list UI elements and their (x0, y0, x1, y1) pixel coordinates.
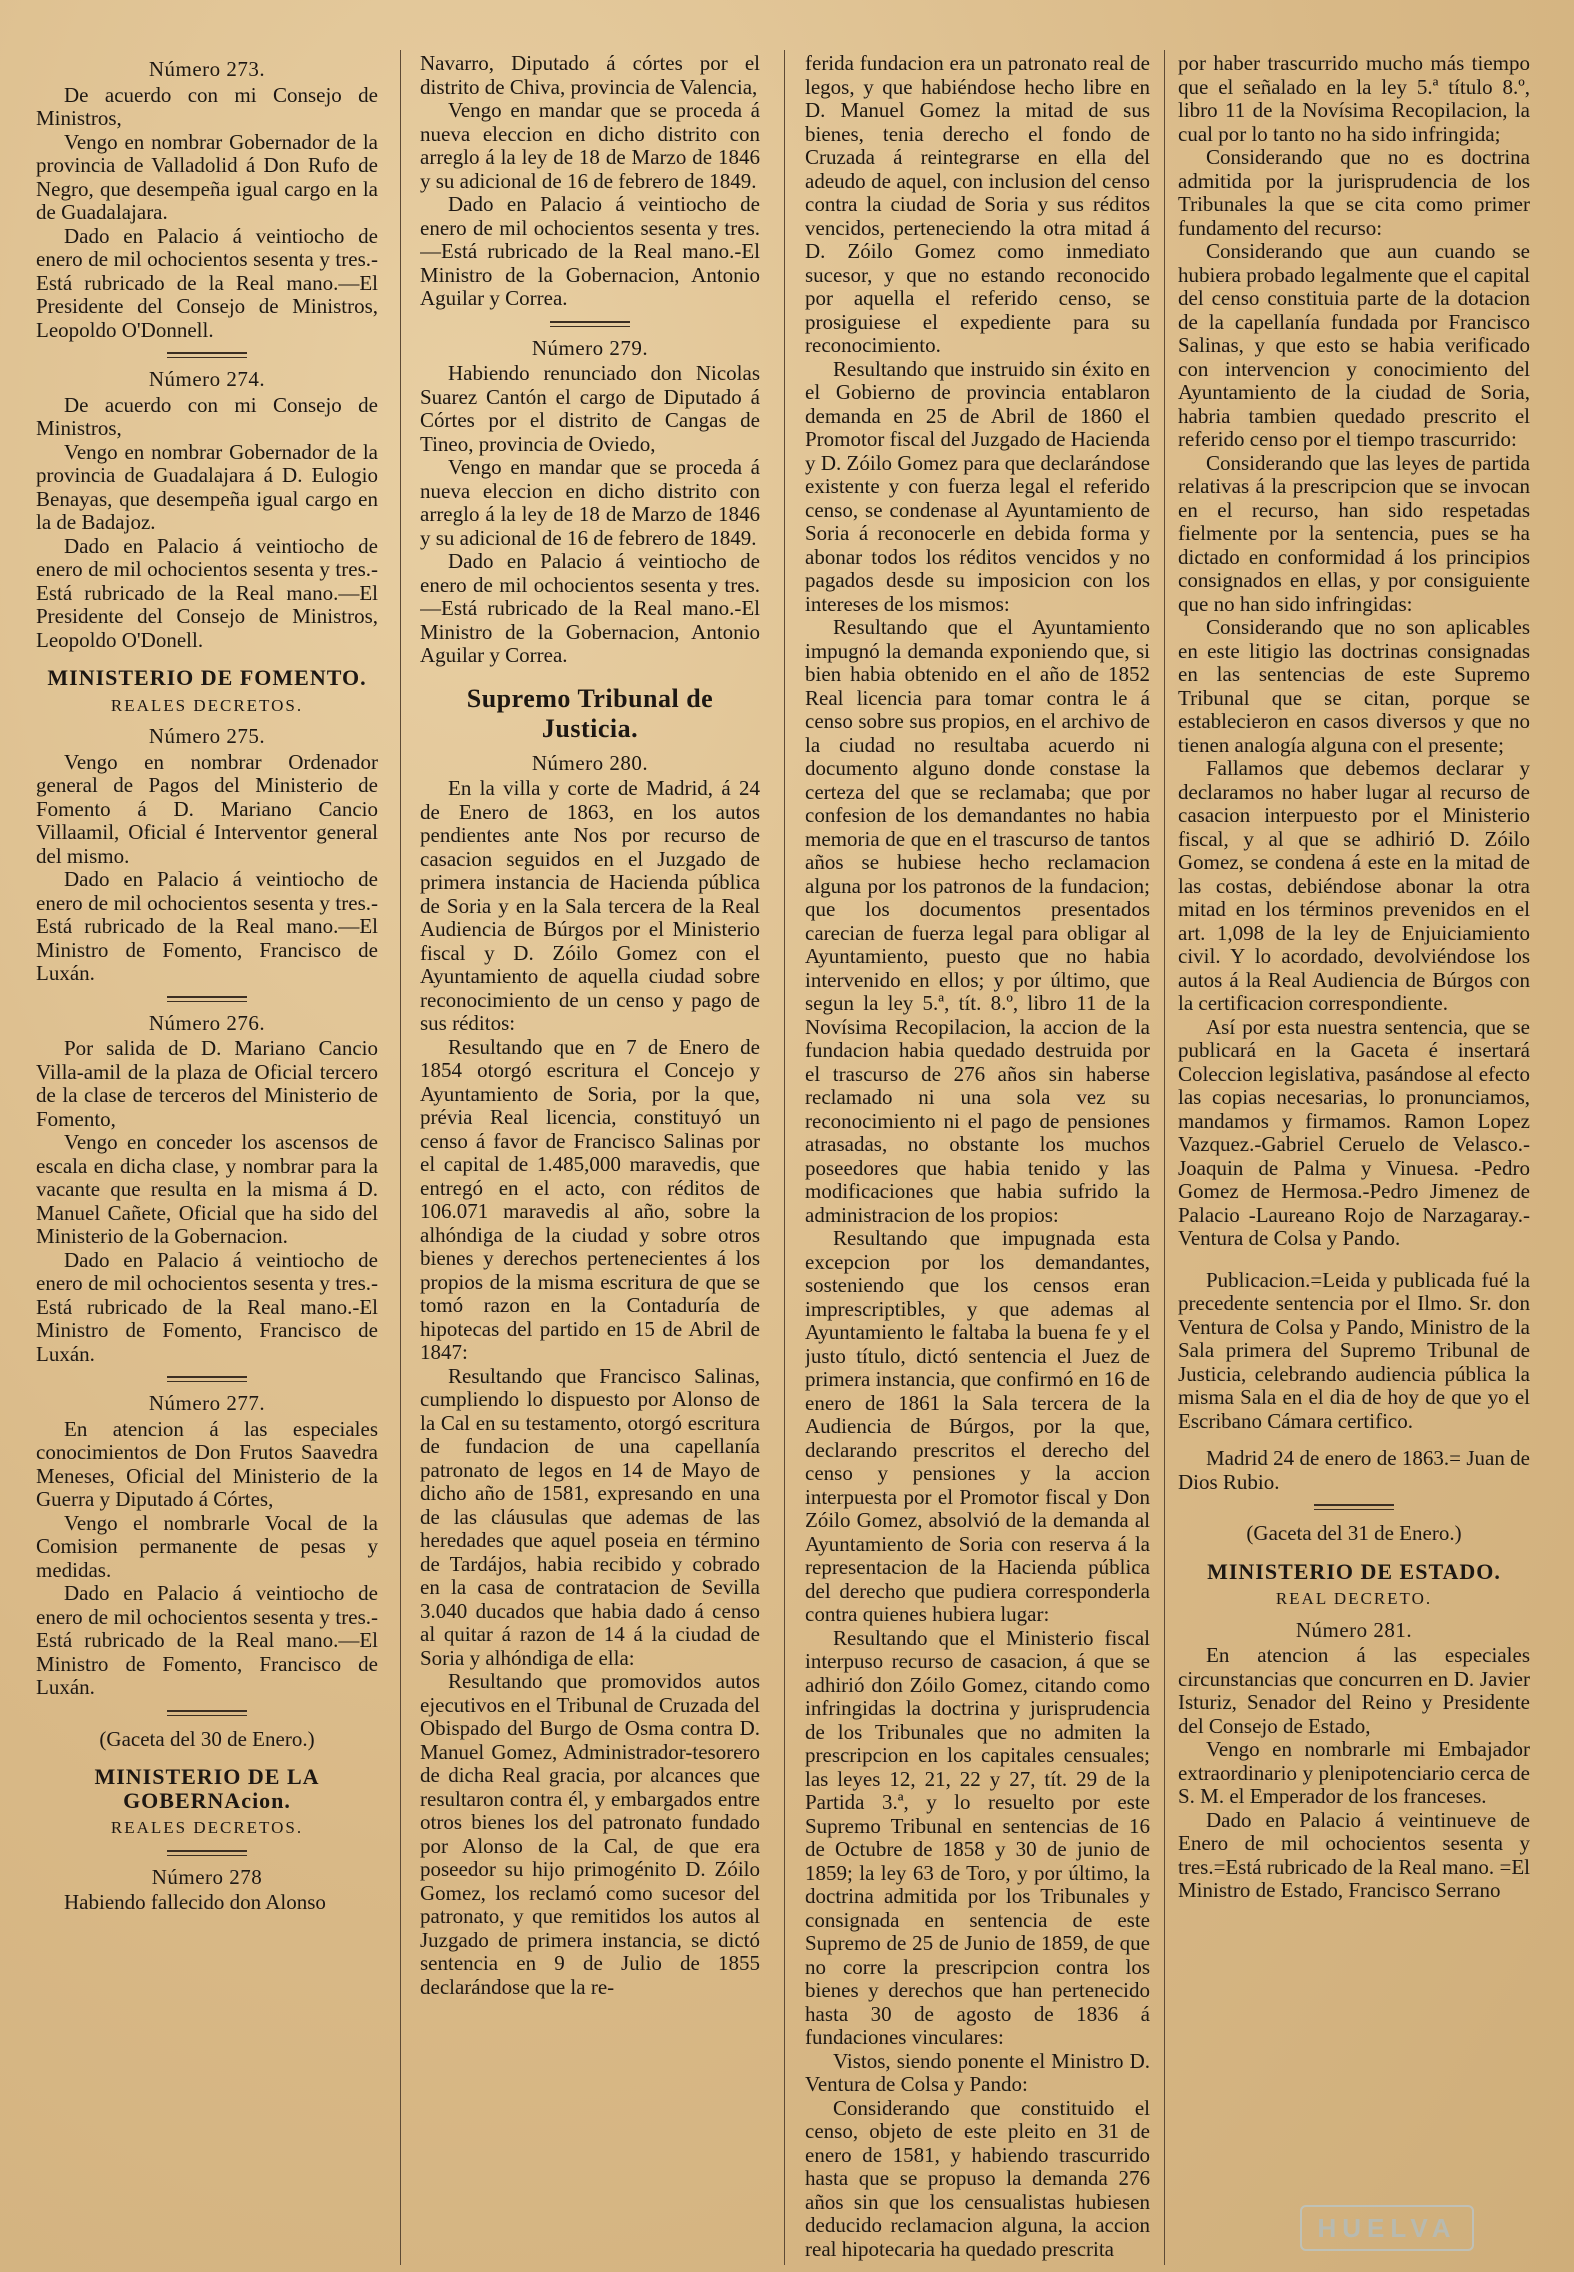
decree-number: Número 280. (531, 750, 649, 775)
paragraph: Dado en Palacio á veintiocho de enero de mil ochocientos sesenta y tres.-Está rubricado de la Real mano.—El Ministro de Fomento, Francisco de Luxán. (36, 867, 378, 985)
paragraph: Dado en Palacio á veintiocho de enero de mil ochocientos sesenta y tres.—Está rubricado de la Real mano.-El Ministro de la Gobernacion, Antonio Aguilar y Correa. (420, 549, 760, 667)
paragraph: Resultando que el Ministerio fiscal interpuso recurso de casacion, á que se adhirió don Zóilo Gomez, citando como infringidas la doctrina y jurisprudencia de los Tribunales que no admiten la prescripcion en los capitales censuales; las leyes 12, 21, 22 y 27, tít. 29 de la Partida 3.ª, y lo resuelto por este Supremo Tribunal en sentencias de 16 de Octubre de 1858 y 30 de junio de 1859; la ley 63 de Toro, y por último, la doctrina admitida por los Tribunales y consignada en sentencia de este Supremo de 25 de Junio de 1859, de que no corre la prescripcion contra los bienes y derechos que han pertenecido hasta 30 de agosto de 1836 á fundaciones vinculares: (805, 1625, 1150, 2049)
paragraph: por haber trascurrido mucho más tiempo que el señalado en la ley 5.ª título 8.º, libro 11 de la Novísima Recopilacion, la cual por lo tanto no ha sido infringida; (1178, 52, 1530, 146)
paragraph: Publicacion.=Leida y publicada fué la precedente sentencia por el Ilmo. Sr. don Ventura de Colsa y Pando, Ministro de la Sala primera del Supremo Tribunal de Justicia, celebrando audiencia pública la misma Sala en el dia de hoy de que yo el Escribano Cámara certifico. (1178, 1267, 1530, 1433)
separator (167, 1850, 247, 1856)
decree-number: Número 277. (148, 1391, 266, 1415)
column-3 (805, 52, 1150, 2262)
decree-number: Número 278 (151, 1864, 263, 1889)
column-rule (400, 50, 401, 2265)
section-heading: MINISTERIO DE LA GOBERNAcion. (94, 1764, 320, 1813)
decree-number: Número 275. (148, 724, 266, 748)
decree-number: Número 281. (1295, 1617, 1413, 1642)
paragraph: Resultando que impugnada esta excepcion por los demandantes, sosteniendo que los censos eran imprescriptibles, y que ademas al Ayuntamiento le faltaba la buena fe y el justo título, dictó sentencia el Juez de primera instancia, que confirmó en 16 de enero de 1861 la Sala tercera de la Audiencia de Búrgos, por la que, declarando prescritos el derecho del censo y pensiones y la accion interpuesta por el Promotor fiscal y Don Zóilo Gomez, absolvió de la demanda al Ayuntamiento de Soria con reserva á la representacion de la Hacienda pública del derecho que pudiera corresponderla contra quienes hubiera lugar: (805, 1226, 1150, 1626)
paragraph: Considerando que no son aplicables en este litigio las doctrinas consignadas en las sentencias de este Supremo Tribunal que se citan, porque se establecieron en casos diversos y que no tienen analogía alguna con el presente; (1178, 615, 1530, 757)
library-stamp: HUELVA (1300, 2205, 1474, 2251)
decree-number: Número 279. (531, 335, 649, 360)
paragraph: Vengo en nombrar Gobernador de la provincia de Valladolid á Don Rufo de Negro, que desempeña igual cargo en la de Guadalajara. (36, 129, 378, 224)
paragraph: Habiendo fallecido don Alonso (64, 1890, 326, 1914)
separator (167, 352, 247, 358)
paragraph: Considerando que constituido el censo, objeto de este pleito en 31 de enero de 1581, y habiendo trascurrido hasta que se propuso la demanda 276 años sin que los censualistas hubiesen deducido reclamacion alguna, la accion real hipotecaria ha quedado prescrita (805, 2095, 1150, 2261)
subheading: REALES DECRETOS. (110, 1818, 304, 1837)
separator (1314, 1504, 1394, 1510)
paragraph: Vistos, siendo ponente el Ministro D. Ventura de Colsa y Pando: (805, 2048, 1150, 2096)
section-heading: MINISTERIO DE FOMENTO. (47, 665, 367, 690)
paragraph: Dado en Palacio á veintiocho de enero de mil ochocientos sesenta y tres.-Está rubricado de la Real mano.-El Ministro de Fomento, Francisco de Luxán. (36, 1247, 378, 1366)
paragraph: Dado en Palacio á veintiocho de enero de mil ochocientos sesenta y tres.-Está rubricado de la Real mano.—El Ministro de Fomento, Francisco de Luxán. (36, 1581, 378, 1699)
paragraph: Dado en Palacio á veintinueve de Enero de mil ochocientos sesenta y tres.=Está rubricado de la Real mano. =El Ministro de Estado, Francisco Serrano (1178, 1807, 1530, 1902)
paragraph: Fallamos que debemos declarar y declaramos no haber lugar al recurso de casacion interpuesto por el Ministerio fiscal, y al que se adhirió D. Zóilo Gomez, se condena á este en la mitad de las costas, debiéndose abonar la otra mitad en los términos prevenidos en el art. 1,098 de la ley de Enjuiciamiento civil. Y lo acordado, devolviéndose los autos á la Real Audiencia de Búrgos con la certificacion correspondiente. (1178, 756, 1530, 1015)
subheading: REAL DECRETO. (1275, 1589, 1433, 1608)
subheading: REALES DECRETOS. (110, 695, 304, 715)
separator (167, 996, 247, 1002)
paragraph: En atencion á las especiales conocimientos de Don Frutos Saavedra Meneses, Oficial del Ministerio de la Guerra y Diputado á Córtes, (36, 1416, 378, 1511)
paragraph: Vengo en mandar que se proceda á nueva eleccion en dicho distrito con arreglo á la ley de 18 de Marzo de 1846 y su adicional de 16 de febrero de 1849. (420, 98, 760, 193)
paragraph: Dado en Palacio á veintiocho de enero de mil ochocientos sesenta y tres.-Está rubricado de la Real mano.—El Presidente del Consejo de Ministros, Leopoldo O'Donell. (36, 533, 378, 652)
paragraph: Resultando que Francisco Salinas, cumpliendo lo dispuesto por Alonso de la Cal en su testamento, otorgó escritura de fundacion de una capellanía patronato de legos en 14 de Mayo de dicho año de 1581, expresando en una de las cláusulas que ademas de las heredades que aquel poseia en término de Tardájos, habia recibido y cobrado en la casa de contratacion de Sevilla 3.040 ducados que habia dado á censo al quitar á razon de 14 á la ciudad de Soria y alhóndiga de ella: (420, 1363, 760, 1670)
paragraph: Habiendo renunciado don Nicolas Suarez Cantón el cargo de Diputado á Córtes por el distrito de Cangas de Tineo, provincia de Oviedo, (420, 361, 760, 456)
paragraph: ferida fundacion era un patronato real de legos, y que habiéndose hecho libre en D. Manuel Gomez la mitad de sus bienes, tenia derecho el fondo de Cruzada á reintegrarse en ella del adeudo de aquel, con inclusion del censo contra la ciudad de Soria y sus réditos vencidos, perteneciendo la otra mitad á D. Zóilo Gomez como inmediato sucesor, y que no estando reconocido por aquella el referido censo, se prosiguiese el expediente para su reconocimiento. (805, 52, 1150, 357)
paragraph: Vengo el nombrarle Vocal de la Comision permanente de pesas y medidas. (36, 1510, 378, 1582)
column-4 (1178, 52, 1530, 2262)
gaceta-source: (Gaceta del 30 de Enero.) (99, 1726, 315, 1751)
paragraph: Considerando que aun cuando se hubiera probado legalmente que el capital del censo constituia parte de la dotacion de la capellanía fundada por Francisco Salinas, y que esto se habia verificado con intervencion y conocimiento del Ayuntamiento de la ciudad de Soria, habria tambien quedado prescrito el referido censo por el tiempo trascurrido: (1178, 239, 1530, 451)
separator (550, 321, 630, 327)
gaceta-source: (Gaceta del 31 de Enero.) (1246, 1521, 1462, 1545)
paragraph: Considerando que las leyes de partida relativas á la prescripcion que se invocan en el recurso, han sido respetadas fielmente por la sentencia, pues se ha dictado en conformidad á los principios consignados en ellas, y por consiguiente que no han sido infringidas: (1178, 450, 1530, 616)
paragraph: Así por esta nuestra sentencia, que se publicará en la Gaceta é insertará Coleccion legislativa, pasándose al efecto las copias necesarias, lo pronunciamos, mandamos y firmamos. Ramon Lopez Vazquez.-Gabriel Ceruelo de Velasco.-Joaquin de Palma y Vinuesa. -Pedro Gomez de Hermosa.-Pedro Jimenez de Palacio -Laureano Rojo de Narzagaray.-Ventura de Colsa y Pando. (1178, 1014, 1530, 1250)
paragraph: Considerando que no es doctrina admitida por la jurisprudencia de los Tribunales la que se cita como primer fundamento del recurso: (1178, 145, 1530, 240)
paragraph: Resultando que en 7 de Enero de 1854 otorgó escritura el Concejo y Ayuntamiento de Soria, por la que, prévia Real licencia, constituyó un censo á favor de Francisco Salinas por el capital de 1.485,000 maravedis, que entregó en el acto, con réditos de 106.071 maravedis al año, sobre la alhóndiga de la ciudad y sobre otros bienes y derechos pertenecientes á los propios de la misma escritura de que se tomó razon en la Contaduría de hipotecas del partido en 15 de Abril de 1847: (420, 1034, 760, 1364)
paragraph: Resultando que promovidos autos ejecutivos en el Tribunal de Cruzada del Obispado del Burgo de Osma contra D. Manuel Gomez, Administrador-tesorero de dicha Real gracia, por alcances que resultaron contra él, y embargados entre otros bienes los del patronato fundado por Alonso de la Cal, de que era poseedor su hijo primogénito D. Zóilo Gomez, los reclamó como sucesor del patronato, y que remitidos los autos al Juzgado de primera instancia, se dictó sentencia en 9 de Julio de 1855 declarándose que la re- (420, 1669, 760, 1999)
decree-number: Número 276. (148, 1010, 266, 1035)
decree-number: Número 273. (148, 57, 266, 81)
paragraph: Por salida de D. Mariano Cancio Villa-amil de la plaza de Oficial tercero de la clase de terceros del Ministerio de Fomento, (36, 1036, 378, 1131)
column-rule (784, 50, 785, 2265)
paragraph: Navarro, Diputado á córtes por el distrito de Chiva, provincia de Valencia, (420, 52, 760, 99)
paragraph: De acuerdo con mi Consejo de Ministros, (36, 82, 378, 130)
paragraph: Vengo en nombrar Gobernador de la provincia de Guadalajara á D. Eulogio Benayas, que desempeña igual cargo en la de Badajoz. (36, 439, 378, 534)
decree-number: Número 274. (148, 367, 266, 391)
section-heading: MINISTERIO DE ESTADO. (1207, 1558, 1501, 1584)
section-heading: Supremo Tribunal de Justicia. (466, 683, 714, 743)
paragraph: Resultando que instruido sin éxito en el Gobierno de provincia entablaron demanda en 25 de Abril de 1860 el Promotor fiscal del Juzgado de Hacienda y D. Zóilo Gomez para que declarándose existente y con fuerza legal el referido censo, se condenase al Ayuntamiento de Soria á reconocerle en debida forma y abonar todos los réditos vencidos y no pagados desde su imposicion con los intereses de los mismos: (805, 356, 1150, 616)
paragraph: Vengo en nombrarle mi Embajador extraordinario y plenipotenciario cerca de S. M. el Emperador de los franceses. (1178, 1737, 1530, 1808)
paragraph: Dado en Palacio á veintiocho de enero de mil ochocientos sesenta y tres.—Está rubricado de la Real mano.-El Ministro de la Gobernacion, Antonio Aguilar y Correa. (420, 192, 760, 310)
paragraph: De acuerdo con mi Consejo de Ministros, (36, 392, 378, 440)
paragraph: En la villa y corte de Madrid, á 24 de Enero de 1863, en los autos pendientes ante Nos por recurso de casacion seguidos en el Juzgado de primera instancia de Hacienda pública de Soria y en la Sala tercera de la Real Audiencia de Búrgos por el Ministerio fiscal y D. Zóilo Gomez con el Ayuntamiento de aquella ciudad sobre reconocimiento de un censo y pago de sus réditos: (420, 776, 760, 1035)
paragraph: Dado en Palacio á veintiocho de enero de mil ochocientos sesenta y tres.-Está rubricado de la Real mano.—El Presidente del Consejo de Ministros, Leopoldo O'Donnell. (36, 223, 378, 342)
paragraph: En atencion á las especiales circunstancias que concurren en D. Javier Isturiz, Senador del Reino y Presidente del Consejo de Estado, (1178, 1643, 1530, 1738)
paragraph: Vengo en conceder los ascensos de escala en dicha clase, y nombrar para la vacante que resulta en la misma á D. Manuel Cañete, Oficial que ha sido del Ministerio de la Gobernacion. (36, 1130, 378, 1248)
signature-date: Madrid 24 de enero de 1863.= Juan de Dios Rubio. (1178, 1446, 1530, 1494)
column-1 (36, 52, 378, 2262)
paragraph: Vengo en mandar que se proceda á nueva eleccion en dicho distrito con arreglo á la ley de 18 de Marzo de 1846 y su adicional de 16 de febrero de 1849. (420, 455, 760, 550)
separator (167, 1376, 247, 1382)
paragraph: Resultando que el Ayuntamiento impugnó la demanda exponiendo que, si bien habia obtenido en el año de 1852 Real licencia para tomar contra le á censo sobre sus propios, en el archivo de la ciudad no resultaba acuerdo ni documento alguno donde constase la certeza del que se reclamaba; que por confesion de los demandantes no habia memoria de que en el trascurso de tantos años se hubiese hecho reclamacion alguna por los patronos de la fundacion; que los documentos presentados carecian de fuerza legal para obligar al Ayuntamiento, puesto que no habia intervenido en ellos; y por último, que segun la ley 5.ª, tít. 8.º, libro 11 de la Novísima Recopilacion, la accion de la fundacion habia quedado destruida por el trascurso de 276 años sin haberse reclamado ni una sola vez su reconocimiento ni el pago de pensiones atrasadas, no obstante los muchos poseedores que habia tenido y las modificaciones que habia sufrido la administracion de los propios: (805, 615, 1150, 1227)
column-2 (420, 52, 760, 2262)
column-rule (1164, 50, 1165, 2265)
paragraph: Vengo en nombrar Ordenador general de Pagos del Ministerio de Fomento á D. Mariano Cancio Villaamil, Oficial é Interventor general del mismo. (36, 749, 378, 868)
separator (167, 1710, 247, 1716)
